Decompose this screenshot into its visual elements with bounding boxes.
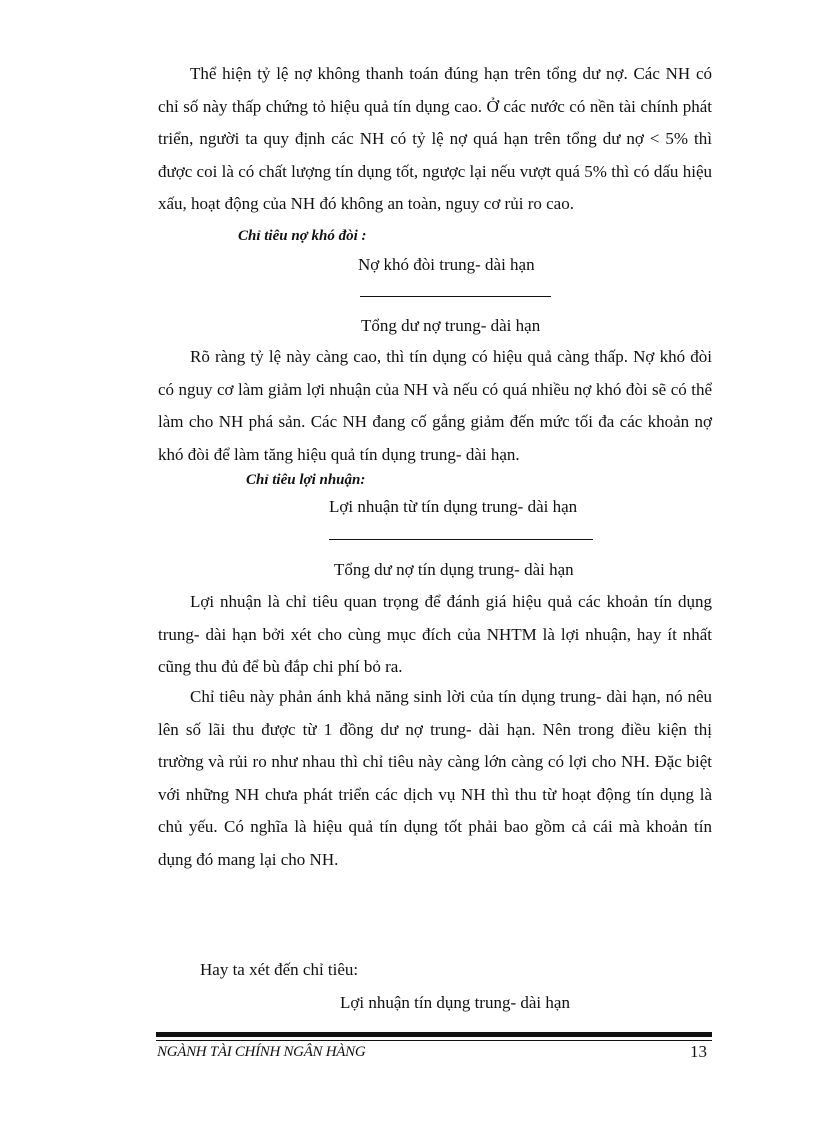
paragraph-next-indicator: Hay ta xét đến chỉ tiêu: bbox=[200, 960, 359, 979]
paragraph-bad-debt-explanation bbox=[158, 341, 712, 471]
paragraph-text: Thể hiện tỷ lệ nợ không thanh toán đúng hạn trên tổng dư nợ. Các NH có chỉ số này thấp chứng tỏ hiệu quả tín dụng cao. Ở các nước có nền tài chính phát triển, người ta quy định các NH có tỷ lệ nợ quá hạn trên tổng dư nợ < 5% thì được coi là có chất lượng tín dụng tốt, ngược lại nếu vượt quá 5% thì có dấu hiệu xấu, hoạt động của NH đó không an toàn, nguy cơ rủi ro cao. bbox=[158, 64, 712, 213]
footer-department: NGÀNH TÀI CHÍNH NGÂN HÀNG bbox=[157, 1044, 366, 1060]
page-number: 13 bbox=[690, 1042, 707, 1061]
formula-bad-debt-numerator: Nợ khó đòi trung- dài hạn bbox=[358, 255, 535, 274]
paragraph-text: Lợi nhuận là chỉ tiêu quan trọng để đánh giá hiệu quả các khoản tín dụng trung- dài hạn bởi xét cho cùng mục đích của NHTM là lợi nhuận, hay ít nhất cũng thu đủ để bù đắp chi phí bỏ ra. bbox=[158, 592, 712, 676]
heading-bad-debt: Chỉ tiêu nợ khó đòi : bbox=[238, 228, 367, 244]
paragraph-text: Rõ ràng tỷ lệ này càng cao, thì tín dụng có hiệu quả càng thấp. Nợ khó đòi có nguy cơ làm giảm lợi nhuận của NH và nếu có quá nhiều nợ khó đòi sẽ có thể làm cho NH phá sản. Các NH đang cố gắng giảm đến mức tối đa các khoản nợ khó đòi để làm tăng hiệu quả tín dụng trung- dài hạn. bbox=[158, 347, 712, 464]
heading-profit: Chỉ tiêu lợi nhuận: bbox=[246, 472, 366, 488]
paragraph-text: Chỉ tiêu này phản ánh khả năng sinh lời của tín dụng trung- dài hạn, nó nêu lên số lãi thu được từ 1 đồng dư nợ trung- dài hạn. Nên trong điều kiện thị trường và rủi ro như nhau thì chỉ tiêu này càng lớn càng có lợi cho NH. Đặc biệt với những NH chưa phát triển các dịch vụ NH thì thu từ hoạt động tín dụng là chủ yếu. Có nghĩa là hiệu quả tín dụng tốt phải bao gồm cả cái mà khoản tín dụng đó mang lại cho NH. bbox=[158, 687, 712, 869]
formula-profit-fraction-line bbox=[329, 539, 593, 540]
formula-profit-numerator: Lợi nhuận từ tín dụng trung- dài hạn bbox=[329, 497, 578, 516]
formula-bad-debt-denominator: Tổng dư nợ trung- dài hạn bbox=[361, 316, 541, 335]
footer-thin-rule bbox=[156, 1040, 712, 1041]
footer-thick-rule bbox=[156, 1032, 712, 1037]
paragraph-profit-indicator bbox=[158, 681, 712, 876]
formula-profit-denominator: Tổng dư nợ tín dụng trung- dài hạn bbox=[334, 560, 574, 579]
formula-last-numerator: Lợi nhuận tín dụng trung- dài hạn bbox=[340, 993, 570, 1012]
formula-bad-debt-fraction-line bbox=[360, 296, 551, 297]
paragraph-overdue-ratio bbox=[158, 58, 712, 221]
paragraph-profit-importance bbox=[158, 586, 712, 684]
